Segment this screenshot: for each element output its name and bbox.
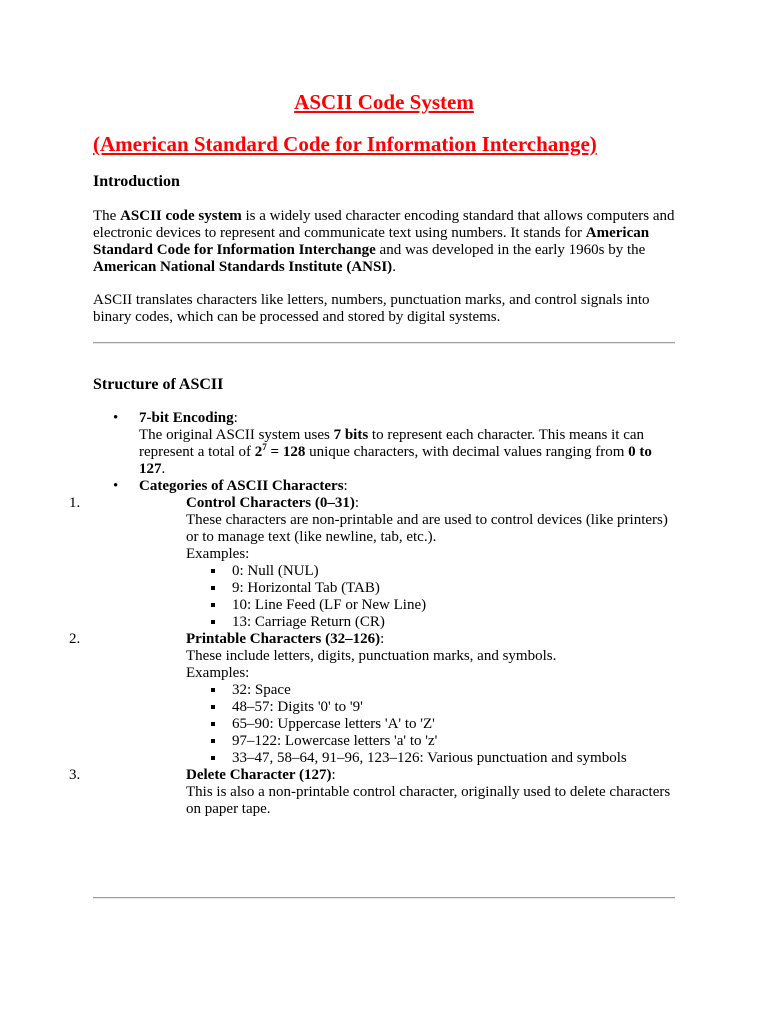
text-run: . [161, 461, 166, 477]
list-item [186, 580, 675, 597]
superscript: 7 [262, 442, 267, 452]
list-item [186, 716, 675, 733]
text-run: to represent each character. This means it can represent a total of [139, 427, 645, 460]
list-item-title-line [139, 410, 675, 427]
text-run: The [93, 208, 121, 224]
example-text: 48–57: Digits '0' to '9' [232, 699, 363, 715]
bold-run: 2 [254, 444, 263, 460]
list-item [186, 597, 675, 614]
bold-run: American National Standards Institute (ANSI) [93, 259, 393, 275]
list-item-title: Categories of ASCII Characters [139, 478, 344, 494]
category-title: Control Characters (0–31) [186, 495, 355, 511]
list-item [186, 682, 675, 699]
square-bullet-icon [211, 705, 215, 709]
horizontal-rule [93, 342, 675, 344]
list-item [186, 563, 675, 580]
bold-run: American Standard Code for Information Interchange [93, 225, 650, 258]
category-title: Delete Character (127) [186, 767, 332, 783]
example-text: 32: Space [232, 682, 291, 698]
list-item [186, 614, 675, 631]
square-bullet-icon [211, 603, 215, 607]
list-number: 1. [69, 495, 81, 511]
bold-run: = 128 [266, 444, 306, 460]
square-bullet-icon [211, 569, 215, 573]
example-text: 10: Line Feed (LF or New Line) [232, 597, 427, 613]
text-run: is a widely used character encoding standard that allows computers and electronic devices to represent and communicate text using numbers. It stands for [93, 208, 675, 241]
list-item-7bit [93, 410, 675, 478]
list-item-description [139, 427, 675, 478]
category-title-line [186, 495, 675, 512]
category-title-line [186, 767, 675, 784]
list-item-title-line [139, 478, 675, 495]
page-title: ASCII Code System [294, 90, 474, 114]
bold-run: 0 to 127 [139, 444, 652, 477]
list-item [186, 750, 675, 767]
square-bullet-icon [211, 620, 215, 624]
bold-run: ASCII code system [120, 208, 242, 224]
category-description: These characters are non-printable and are used to control devices (like printers) or to manage text (like newline, tab, etc.). [186, 512, 668, 545]
list-item [186, 699, 675, 716]
list-item [186, 733, 675, 750]
example-text: 97–122: Lowercase letters 'a' to 'z' [232, 733, 438, 749]
examples-label: Examples: [186, 546, 250, 562]
intro-paragraph-2: ASCII translates characters like letters, numbers, punctuation marks, and control signals into binary codes, which can be processed and stored by digital systems. [93, 292, 650, 325]
example-text: 33–47, 58–64, 91–96, 123–126: Various punctuation and symbols [232, 750, 627, 766]
bold-run: 7 bits [333, 427, 369, 443]
category-printable [69, 631, 675, 767]
square-bullet-icon [211, 756, 215, 760]
intro-heading: Introduction [93, 173, 180, 190]
square-bullet-icon [211, 722, 215, 726]
example-text: 9: Horizontal Tab (TAB) [232, 580, 380, 596]
category-title: Printable Characters (32–126) [186, 631, 381, 647]
square-bullet-icon [211, 739, 215, 743]
text-run: . [392, 259, 396, 275]
example-text: 65–90: Uppercase letters 'A' to 'Z' [232, 716, 435, 732]
category-control [69, 495, 675, 631]
text-run: and was developed in the early 1960s by the [375, 242, 646, 258]
structure-heading: Structure of ASCII [93, 376, 224, 393]
horizontal-rule [93, 897, 675, 899]
page-subtitle: (American Standard Code for Information Interchange) [93, 132, 597, 156]
examples-list [186, 563, 675, 631]
list-item-categories [69, 478, 675, 818]
text-run: : [331, 767, 336, 783]
structure-list [69, 410, 675, 818]
text-run: unique characters, with decimal values ranging from [305, 444, 629, 460]
example-text: 13: Carriage Return (CR) [232, 614, 385, 630]
list-number: 2. [69, 631, 81, 647]
text-run: The original ASCII system uses [139, 427, 334, 443]
text-run: : [380, 631, 385, 647]
category-description: This is also a non-printable control character, originally used to delete characters on paper tape. [186, 784, 671, 817]
category-description: These include letters, digits, punctuation marks, and symbols. [186, 648, 557, 664]
category-title-line [186, 631, 675, 648]
disc-bullet-icon: • [113, 478, 119, 494]
category-delete [69, 767, 675, 818]
text-run: : [233, 410, 238, 426]
disc-bullet-icon: • [113, 410, 119, 426]
intro-paragraph-1 [93, 208, 675, 276]
examples-label: Examples: [186, 665, 250, 681]
square-bullet-icon [211, 688, 215, 692]
square-bullet-icon [211, 586, 215, 590]
list-number: 3. [69, 767, 81, 783]
examples-list [186, 682, 675, 767]
text-run: : [343, 478, 348, 494]
list-item-title: 7-bit Encoding [139, 410, 234, 426]
example-text: 0: Null (NUL) [232, 563, 319, 579]
text-run: : [354, 495, 360, 511]
